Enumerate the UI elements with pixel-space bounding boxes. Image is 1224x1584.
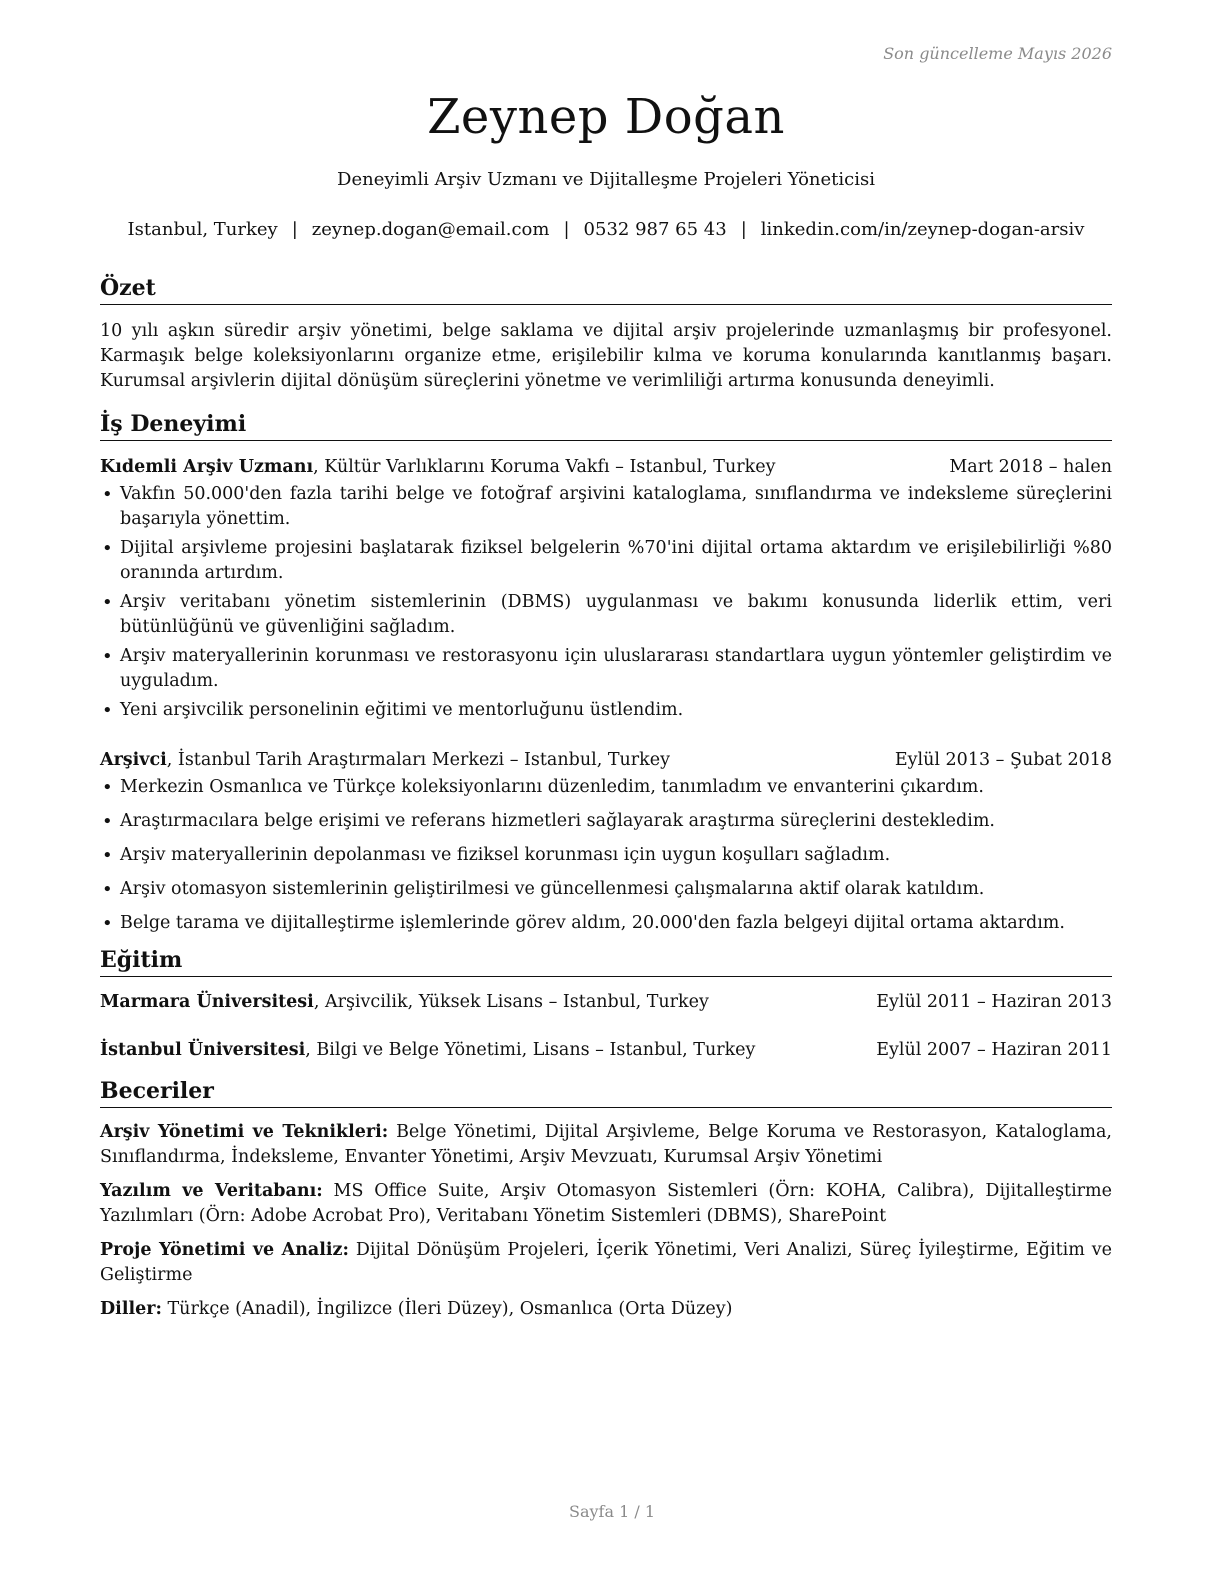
job-role: Arşivci [100, 750, 167, 770]
skills-section [100, 1077, 1112, 1322]
headline: Deneyimli Arşiv Uzmanı ve Dijitalleşme Projeleri Yöneticisi [337, 169, 875, 190]
contact-email[interactable]: zeynep.dogan@email.com [311, 219, 550, 240]
section-title-experience: İş Deneyimi [100, 410, 1112, 441]
skill-text: Belge Yönetimi, Dijital Arşivleme, Belge Koruma ve Restorasyon, Kataloglama, Sınıflandırma, İndeksleme, Envanter Yönetimi, Arşiv Mevzuatı, Kurumsal Arşiv Yönetimi [100, 1122, 1112, 1167]
list-item: • Arşiv materyallerinin depolanması ve fiziksel korunması için uygun koşulları sağladım. [100, 843, 1112, 868]
skill-text: MS Office Suite, Arşiv Otomasyon Sistemleri (Örn: KOHA, Calibra), Dijitalleştirme Yazılımları (Örn: Adobe Acrobat Pro), Veritabanı Yönetim Sistemleri (DBMS), SharePoint [100, 1181, 1112, 1226]
list-item: • Dijital arşivleme projesini başlatarak fiziksel belgelerin %70'ini dijital ortama aktardım ve erişilebilirliği %80 oranında artırdım. [100, 536, 1112, 586]
list-item: • Arşiv otomasyon sistemlerinin geliştirilmesi ve güncellenmesi çalışmalarına aktif olarak katıldım. [100, 877, 1112, 902]
list-item: • Merkezin Osmanlıca ve Türkçe koleksiyonlarını düzenledim, tanımladım ve envanterini çıkardım. [100, 775, 1112, 800]
skill-text: Türkçe (Anadil), İngilizce (İleri Düzey), Osmanlıca (Orta Düzey) [161, 1299, 733, 1319]
list-item: • Arşiv veritabanı yönetim sistemlerinin (DBMS) uygulanması ve bakımı konusunda liderlik ettim, veri bütünlüğünü ve güvenliğini sağladım. [100, 590, 1112, 640]
candidate-name: Zeynep Doğan [427, 89, 785, 145]
education-section [100, 946, 1112, 1063]
section-title-skills: Beceriler [100, 1077, 1112, 1108]
job-dates: Eylül 2013 – Şubat 2018 [894, 750, 1112, 770]
list-item: • Arşiv materyallerinin korunması ve restorasyonu için uluslararası standartlara uygun yöntemler geliştirdim ve uyguladım. [100, 644, 1112, 694]
skill-text: Dijital Dönüşüm Projeleri, İçerik Yönetimi, Veri Analizi, Süreç İyileştirme, Eğitim ve Geliştirme [100, 1240, 1112, 1285]
page-number: Sayfa 1 / 1 [568, 1502, 655, 1521]
job-org: , İstanbul Tarih Araştırmaları Merkezi – Istanbul, Turkey [166, 750, 670, 770]
job-dates: Mart 2018 – halen [949, 457, 1112, 477]
job-role: Kıdemli Arşiv Uzmanı [100, 457, 314, 477]
section-title-education: Eğitim [100, 946, 1112, 977]
summary-section [100, 274, 1112, 394]
job-header [100, 454, 1112, 480]
education-detail: , Bilgi ve Belge Yönetimi, Lisans – Istanbul, Turkey [305, 1040, 756, 1060]
contact-location: Istanbul, Turkey [127, 219, 278, 240]
last-updated-note: Son güncelleme Mayıs 2026 [883, 44, 1112, 63]
list-item: • Belge tarama ve dijitalleştirme işlemlerinde görev aldım, 20.000'den fazla belgeyi dijital ortama aktardım. [100, 911, 1112, 936]
skill-label: Yazılım ve Veritabanı: [100, 1181, 323, 1201]
contact-line [100, 218, 1112, 242]
contact-linkedin[interactable]: linkedin.com/in/zeynep-dogan-arsiv [760, 219, 1085, 240]
skill-label: Proje Yönetimi ve Analiz: [100, 1240, 349, 1260]
job-entry [100, 454, 1112, 723]
job-header [100, 747, 1112, 773]
list-item: • Yeni arşivcilik personelinin eğitimi ve mentorluğunu üstlendim. [100, 698, 1112, 723]
education-entry [100, 1037, 1112, 1063]
summary-text: 10 yılı aşkın süredir arşiv yönetimi, belge saklama ve dijital arşiv projelerinde uzmanlaşmış bir profesyonel. Karmaşık belge koleksiyonlarını organize etme, erişilebilir kılma ve koruma konularında kanıtlanmış başarı. Kurumsal arşivlerin dijital dönüşüm süreçlerini yönetme ve verimliliği artırma konusunda deneyimli. [100, 321, 1112, 391]
contact-separator: | [563, 219, 570, 240]
list-item: • Vakfın 50.000'den fazla tarihi belge ve fotoğraf arşivini kataloglama, sınıflandırma ve indeksleme süreçlerini başarıyla yönettim. [100, 482, 1112, 532]
education-dates: Eylül 2011 – Haziran 2013 [876, 992, 1112, 1012]
contact-separator: | [740, 219, 747, 240]
contact-separator: | [291, 219, 298, 240]
skill-group [100, 1297, 1112, 1322]
skill-label: Diller: [100, 1299, 162, 1319]
education-detail: , Arşivcilik, Yüksek Lisans – Istanbul, Turkey [313, 992, 709, 1012]
education-dates: Eylül 2007 – Haziran 2011 [876, 1040, 1112, 1060]
job-entry [100, 747, 1112, 936]
education-school: İstanbul Üniversitesi [100, 1040, 306, 1060]
list-item: • Araştırmacılara belge erişimi ve referans hizmetleri sağlayarak araştırma süreçlerini destekledim. [100, 809, 1112, 834]
education-school: Marmara Üniversitesi [100, 992, 314, 1012]
section-title-summary: Özet [100, 274, 1112, 305]
contact-phone: 0532 987 65 43 [583, 219, 727, 240]
job-bullets [100, 482, 1112, 723]
education-entry [100, 989, 1112, 1015]
resume-page [100, 40, 1112, 1331]
skills-list [100, 1120, 1112, 1322]
skill-label: Arşiv Yönetimi ve Teknikleri: [100, 1122, 389, 1142]
skill-group [100, 1238, 1112, 1288]
job-org: , Kültür Varlıklarını Koruma Vakfı – Istanbul, Turkey [313, 457, 776, 477]
skill-group [100, 1179, 1112, 1229]
job-bullets [100, 775, 1112, 936]
skill-group [100, 1120, 1112, 1170]
experience-section [100, 410, 1112, 936]
